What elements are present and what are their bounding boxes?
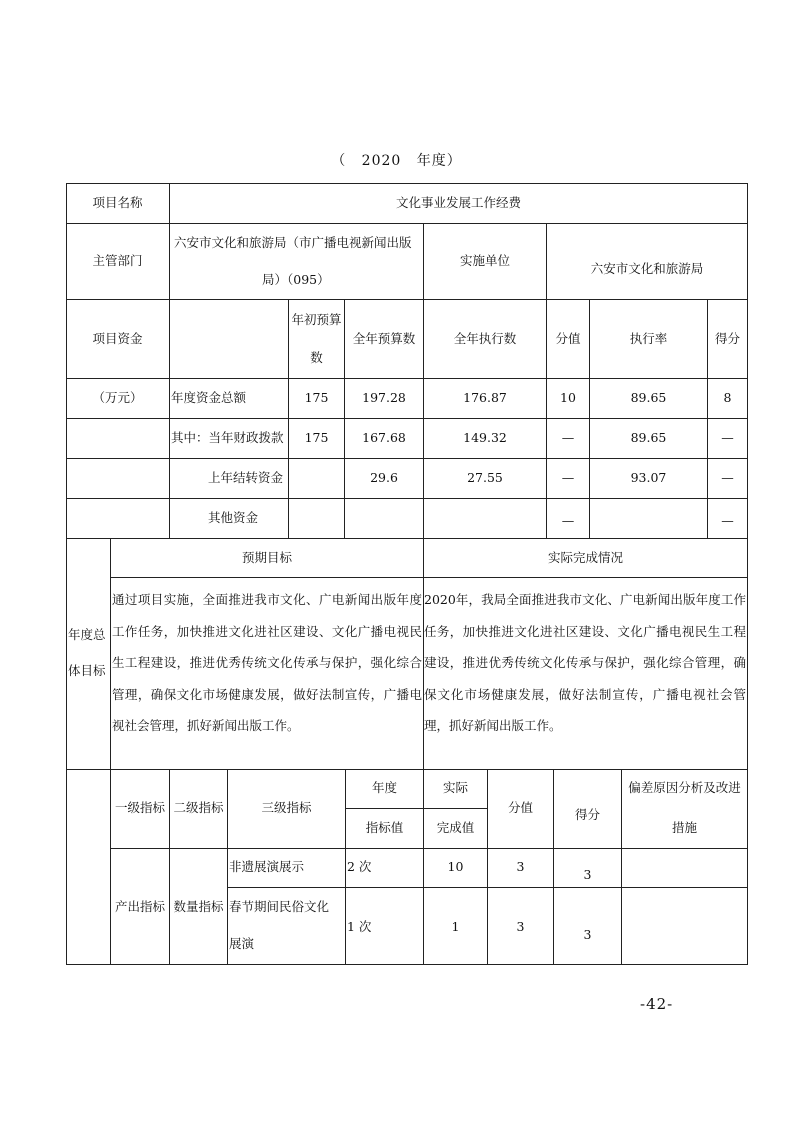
level3-header: 三级指标 [261, 800, 312, 815]
expected-goal-header: 预期目标 [241, 550, 292, 565]
dept-value-line2: 局）（095） [262, 272, 330, 287]
fund-row-score: 8 [723, 390, 732, 405]
fund-row-value: — [561, 470, 575, 485]
indicator-score: 3 [583, 867, 592, 882]
initial-budget-header-line1: 年初预算 [291, 312, 342, 327]
fund-row-rate: 93.07 [630, 470, 667, 485]
fund-row-label: 其他资金 [208, 510, 259, 525]
rule [345, 808, 487, 809]
fund-row-rate: 89.65 [630, 390, 667, 405]
actual-header-line2: 完成值 [436, 820, 475, 835]
fund-row-exec: 27.55 [467, 470, 503, 485]
indicator-score: 3 [583, 927, 592, 942]
actual-goal-text: 2020年，我局全面推进我市文化、广电新闻出版年度工作任务，加快推进文化进社区建设、文化广播电视民生工程建设，推进优秀传统文化传承与保护，强化综合管理，确保文化市场健康发展，做好法制宣传，广播电视社会管理，抓好新闻出版工作。 [424, 592, 746, 734]
expected-goal-text: 通过项目实施，全面推进我市文化、广电新闻出版年度工作任务，加快推进文化进社区建设、文化广播电视民生工程建设，推进优秀传统文化传承与保护，强化综合管理，确保文化市场健康发展，做好法制宣传，广播电视社会管理，抓好新闻出版工作。 [112, 592, 422, 734]
indicator-name: 非遗展演展示 [229, 859, 305, 874]
fund-row-value: 10 [560, 390, 576, 405]
year-label: 年度） [416, 153, 462, 169]
goals-label-line1: 年度总 [68, 627, 106, 642]
goals-label-line2: 体目标 [68, 663, 106, 678]
indicator-target: 1 次 [347, 919, 372, 934]
dept-value-line1: 六安市文化和旅游局（市广播电视新闻出版 [174, 235, 412, 250]
fund-row-label: 其中：当年财政拨款 [171, 430, 284, 445]
fund-row-score: — [721, 513, 734, 528]
initial-budget-header-line2: 数 [310, 350, 323, 365]
reason-header-line2: 措施 [671, 820, 697, 835]
indicator-actual: 1 [451, 919, 460, 934]
rule [169, 183, 170, 539]
fund-row-label: 上年结转资金 [208, 470, 284, 485]
level1-value: 产出指标 [114, 899, 165, 914]
score-header: 得分 [574, 807, 600, 822]
indicator-name-line1: 春节期间民俗文化 [229, 899, 330, 914]
level2-value: 数量指标 [173, 899, 224, 914]
page-number: -42- [640, 995, 674, 1013]
rule [110, 577, 748, 578]
target-header-line2: 指标值 [365, 820, 404, 835]
year-number: 2020 [361, 153, 402, 169]
fund-row-value: — [561, 430, 575, 445]
fund-row-full: 29.6 [370, 470, 398, 485]
rule [288, 299, 289, 539]
indicator-value: 3 [516, 919, 525, 934]
actual-header-line1: 实际 [442, 780, 468, 795]
reason-header-line1: 偏差原因分析及改进 [628, 780, 741, 795]
table-border-left [66, 183, 67, 965]
unit-label: 实施单位 [459, 253, 510, 268]
actual-goal-header: 实际完成情况 [547, 550, 623, 565]
funds-unit: （万元） [92, 390, 143, 405]
unit-value: 六安市文化和旅游局 [590, 261, 704, 276]
fund-row-exec: 149.32 [463, 430, 507, 445]
level1-header: 一级指标 [114, 800, 165, 815]
executed-header: 全年执行数 [453, 331, 517, 346]
fund-row-value: — [561, 513, 575, 528]
indicator-target: 2 次 [347, 859, 372, 874]
full-budget-header: 全年预算数 [352, 331, 416, 346]
rule [345, 769, 346, 965]
fund-row-initial: 175 [304, 430, 329, 445]
year-open-paren: （ [331, 153, 347, 169]
fund-row-full: 167.68 [362, 430, 406, 445]
project-name-value: 文化事业发展工作经费 [395, 195, 521, 210]
rate-header: 执行率 [629, 331, 668, 346]
fund-row-rate: 89.65 [630, 430, 667, 445]
score-header: 得分 [714, 331, 740, 346]
rule [621, 769, 622, 965]
score-value-header: 分值 [555, 331, 581, 346]
fund-row-exec: 176.87 [463, 390, 507, 405]
project-name-label: 项目名称 [92, 195, 143, 210]
fund-row-full: 197.28 [362, 390, 406, 405]
indicator-name-line2: 展演 [229, 936, 255, 951]
level2-header: 二级指标 [173, 800, 224, 815]
fund-row-initial: 175 [304, 390, 329, 405]
fund-row-score: — [721, 470, 734, 485]
funds-label: 项目资金 [92, 331, 143, 346]
fund-row-label: 年度资金总额 [171, 390, 247, 405]
rule [110, 848, 748, 849]
target-header-line1: 年度 [371, 780, 397, 795]
indicator-value: 3 [516, 859, 525, 874]
fund-row-score: — [721, 430, 734, 445]
value-header: 分值 [507, 800, 533, 815]
indicator-actual: 10 [447, 859, 464, 874]
dept-label: 主管部门 [92, 253, 143, 268]
